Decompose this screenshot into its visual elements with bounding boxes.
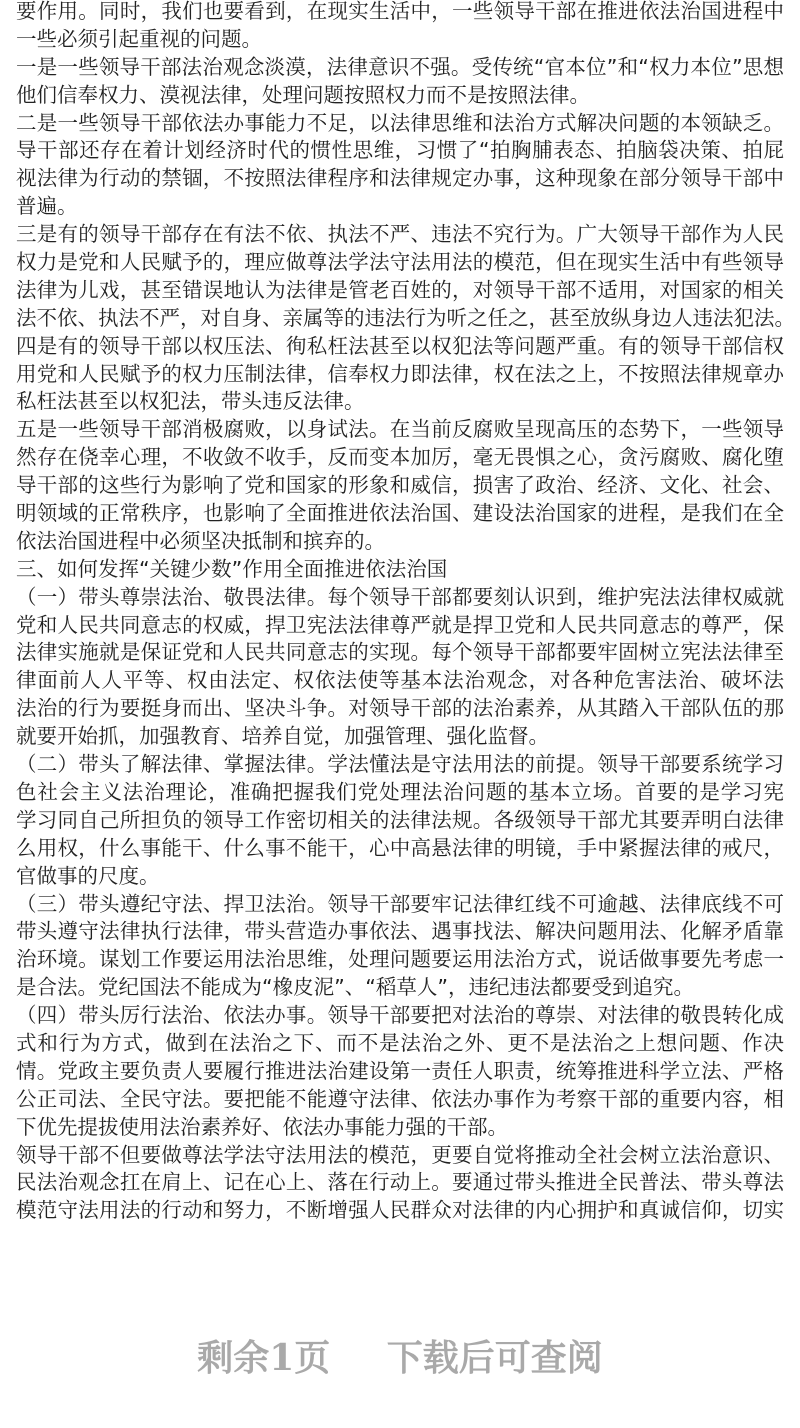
- text-line: 么用权，什么事能干、什么事不能干，心中高悬法律的明镜，手中紧握法律的戒尺，: [16, 835, 784, 860]
- text-line: 法律实施就是保证党和人民共同意志的实现。每个领导干部都要牢固树立宪法法律至: [16, 640, 784, 665]
- document-body: [16, 0, 795, 1225]
- text-line: 公正司法、全民守法。要把能不能遵守法律、依法办事作为考察干部的重要内容，相: [16, 1086, 784, 1111]
- text-line: 律面前人人平等、权由法定、权依法使等基本法治观念，对各种危害法治、破坏法: [16, 668, 784, 693]
- paragraph: [16, 556, 784, 584]
- text-line: （二）带头了解法律、掌握法律。学法懂法是守法用法的前提。领导干部要系统学习: [16, 752, 784, 777]
- paragraph: [16, 751, 784, 890]
- text-line: 四是有的领导干部以权压法、徇私枉法甚至以权犯法等问题严重。有的领导干部信权: [16, 333, 784, 358]
- text-line: （三）带头遵纪守法、捍卫法治。领导干部要牢记法律红线不可逾越、法律底线不可: [16, 891, 784, 916]
- paragraph: [16, 584, 784, 751]
- paragraph: [16, 0, 784, 54]
- text-line: 视法律为行动的禁锢，不按照法律程序和法律规定办事，这种现象在部分领导干部中: [16, 166, 784, 191]
- paragraph: [16, 110, 784, 222]
- text-line: 明领域的正常秩序，也影响了全面推进依法治国、建设法治国家的进程，是我们在全: [16, 501, 784, 526]
- paragraph: [16, 54, 784, 110]
- text-line: （一）带头尊崇法治、敬畏法律。每个领导干部都要刻认识到，维护宪法法律权威就: [16, 584, 784, 609]
- download-to-view-label[interactable]: 下载后可查阅: [386, 1337, 603, 1379]
- text-line: 式和行为方式，做到在法治之下、而不是法治之外、更不是法治之上想问题、作决: [16, 1030, 784, 1055]
- text-line: 五是一些领导干部消极腐败，以身试法。在当前反腐败呈现高压的态势下，一些领导: [16, 417, 784, 442]
- text-line: 法不依、执法不严，对自身、亲属等的违法行为听之任之，甚至放纵身边人违法犯法。: [16, 305, 795, 330]
- text-line: 导干部还存在着计划经济时代的惯性思维，习惯了“拍胸脯表态、拍脑袋决策、拍屁: [16, 138, 784, 163]
- text-line: 一是一些领导干部法治观念淡漠，法律意识不强。受传统“官本位”和“权力本位”思想: [16, 54, 784, 79]
- text-line: 学习同自己所担负的领导工作密切相关的法律法规。各级领导干部尤其要弄明白法律: [16, 807, 784, 832]
- paragraph: [16, 1142, 784, 1226]
- text-line: 模范守法用法的行动和努力，不断增强人民群众对法律的内心拥护和真诚信仰，切实: [16, 1198, 784, 1223]
- preview-limit-banner[interactable]: [0, 1330, 800, 1381]
- text-line: 党和人民共同意志的权威，捍卫宪法法律尊严就是捍卫党和人民共同意志的尊严，保: [16, 612, 784, 637]
- text-line: 色社会主义法治理论，准确把握我们党处理法治问题的基本立场。首要的是学习宪: [16, 779, 784, 804]
- text-line: 就要开始抓，加强教育、培养自觉，加强管理、强化监督。: [16, 724, 549, 749]
- text-line: 二是一些领导干部依法办事能力不足，以法律思维和法治方式解决问题的本领缺乏。: [16, 110, 784, 135]
- paragraph: [16, 333, 784, 417]
- text-line: （四）带头厉行法治、依法办事。领导干部要把对法治的尊崇、对法律的敬畏转化成: [16, 1003, 784, 1028]
- text-line: 导干部的这些行为影响了党和国家的形象和威信，损害了政治、经济、文化、社会、: [16, 473, 784, 498]
- text-line: 情。党政主要负责人要履行推进法治建设第一责任人职责，统筹推进科学立法、严格: [16, 1058, 784, 1083]
- text-line: 民法治观念扛在肩上、记在心上、落在行动上。要通过带头推进全民普法、带头尊法: [16, 1170, 784, 1195]
- text-line: 治环境。谋划工作要运用法治思维，处理问题要运用法治方式，说话做事要先考虑一: [16, 947, 784, 972]
- text-line: 依法治国进程中必须坚决抵制和摈弃的。: [16, 528, 385, 553]
- text-line: 法律为儿戏，甚至错误地认为法律是管老百姓的，对领导干部不适用，对国家的相关: [16, 277, 784, 302]
- text-line: 领导干部不但要做尊法学法守法用法的模范，更要自觉将推动全社会树立法治意识、: [16, 1142, 784, 1167]
- text-line: 一些必须引起重视的问题。: [16, 26, 262, 51]
- text-line: 带头遵守法律执行法律，带头营造办事依法、遇事找法、解决问题用法、化解矛盾靠: [16, 919, 784, 944]
- text-line: 官做事的尺度。: [16, 863, 160, 888]
- text-line: 要作用。同时，我们也要看到，在现实生活中，一些领导干部在推进依法治国进程中: [16, 0, 784, 23]
- text-line: 私枉法甚至以权犯法，带头违反法律。: [16, 389, 365, 414]
- text-line: 法治的行为要挺身而出、坚决斗争。对领导干部的法治素养，从其踏入干部队伍的那: [16, 696, 784, 721]
- remaining-pages-label: 剩余1页: [197, 1337, 331, 1379]
- text-line: 是合法。党纪国法不能成为“橡皮泥”、“稻草人”，违纪违法都要受到追究。: [16, 975, 694, 1000]
- paragraph: [16, 1002, 784, 1141]
- text-line: 他们信奉权力、漠视法律，处理问题按照权力而不是按照法律。: [16, 82, 590, 107]
- paragraph: [16, 221, 795, 333]
- text-line: 用党和人民赋予的权力压制法律，信奉权力即法律，权在法之上，不按照法律规章办: [16, 361, 784, 386]
- text-line: 下优先提拔使用法治素养好、依法办事能力强的干部。: [16, 1114, 508, 1139]
- text-line: 三是有的领导干部存在有法不依、执法不严、违法不究行为。广大领导干部作为人民: [16, 222, 784, 247]
- paragraph: [16, 416, 784, 555]
- text-line: 普遍。: [16, 194, 78, 219]
- text-line: 然存在侥幸心理，不收敛不收手，反而变本加厉，毫无畏惧之心，贪污腐败、腐化堕: [16, 445, 784, 470]
- text-line: 权力是党和人民赋予的，理应做尊法学法守法用法的模范，但在现实生活中有些领导: [16, 250, 784, 275]
- paragraph: [16, 891, 784, 1003]
- text-line: 三、如何发挥“关键少数”作用全面推进依法治国: [16, 556, 448, 581]
